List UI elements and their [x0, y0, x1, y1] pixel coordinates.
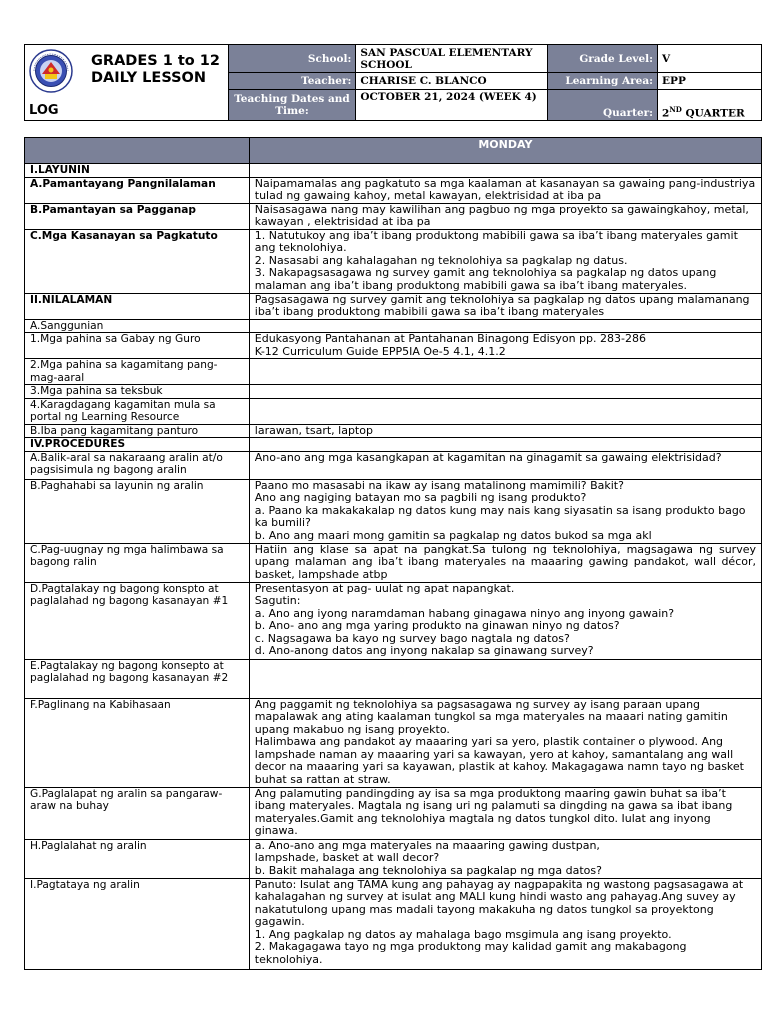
grade-level-value: V: [658, 45, 762, 73]
row-label-sanggunian: A.Sanggunian: [25, 319, 250, 333]
row-label-paglalahat: H.Paglalahat ng aralin: [25, 839, 250, 878]
row-text-paglinang: Ang paggamit ng teknolohiya sa pagsasagawa ng survey ay isang paraan upang mapalawak ang ating kaalaman tungkol sa mga materyales na maaari nating gamitin upang makabuo ng isang proyekto. Halimbawa ang pandakot ay maaaring yari sa yero, plastik container o plywood. Ang lampshade naman ay maaaring yari sa kawayan, yero at kahoy, samantalang ang wall decor na maaaring yari sa kayawan, plastik at kahoy. Makagagawa namn tayo ng basket buhat sa rattan at straw.: [249, 698, 761, 787]
section-layunin: I.LAYUNIN: [25, 164, 250, 178]
row-label-karagdagang-kagamitan: 4.Karagdagang kagamitan mula sa portal ng Learning Resource: [25, 398, 250, 424]
lesson-table: [24, 137, 762, 970]
row-label-pag-uugnay: C.Pag-uugnay ng mga halimbawa sa bagong ralin: [25, 543, 250, 582]
form-title: GRADES 1 to 12 DAILY LESSON: [91, 53, 220, 86]
deped-seal-logo: [29, 49, 73, 93]
grade-level-label: Grade Level:: [548, 45, 658, 73]
teaching-dates-label: Teaching Dates and Time:: [228, 89, 356, 120]
row-text-pamantayang-pangnilalaman: Naipamamalas ang pagkatuto sa mga kaalaman at kasanayan sa gawaing pang-industriya tulad ng gawaing kahoy, metal kawayan, elektrisidad at iba pa: [249, 177, 761, 203]
quarter-value: 2ND QUARTER: [658, 89, 762, 120]
row-label-kasanayan: C.Mga Kasanayan sa Pagkatuto: [25, 229, 250, 293]
row-label-balik-aral: A.Balik-aral sa nakaraang aralin at/o pagsisimula ng bagong aralin: [25, 451, 250, 479]
row-text-pagtataya: Panuto: Isulat ang TAMA kung ang pahayag ay nagpapakita ng wastong pagsasagawa at kahalagahan ng survey at isulat ang MALI kung hindi wasto ang pahayag.Ang suvey ay nakatutulong upang mas madali tayong makakuha ng datos tungkol sa proyektong gagawin. 1. Ang pagkalap ng datos ay mahalaga bago msgimula ang isang proyekto. 2. Makagagawa tayo ng mga produktong may kalidad gamit ang makabagong teknolohiya.: [249, 878, 761, 969]
learning-area-label: Learning Area:: [548, 73, 658, 89]
row-label-paghahabi: B.Paghahabi sa layunin ng aralin: [25, 479, 250, 543]
row-label-pagtataya: I.Pagtataya ng aralin: [25, 878, 250, 969]
row-label-pagtalakay-2: E.Pagtalakay ng bagong konsepto at paglalahad ng bagong kasanayan #2: [25, 659, 250, 698]
title-cell: [25, 45, 229, 121]
row-text-iba-pang-kagamitan: larawan, tsart, laptop: [249, 424, 761, 438]
row-label-teksbuk: 3.Mga pahina sa teksbuk: [25, 385, 250, 399]
list-item: 1. Natutukoy ang iba’t ibang produktong mabibili gawa sa iba’t ibang materyales gamit ang teknolohiya.: [254, 228, 738, 254]
teaching-dates-value: OCTOBER 21, 2024 (WEEK 4): [356, 89, 548, 120]
section-procedures: IV.PROCEDURES: [25, 438, 250, 452]
row-text-paglalahat: a. Ano-ano ang mga materyales na maaaring gawing dustpan, lampshade, basket at wall decor? b. Bakit mahalaga ang teknolohiya sa pagkalap ng mga datos?: [249, 839, 761, 878]
row-text-gabay-ng-guro: Edukasyong Pantahanan at Pantahanan Binagong Edisyon pp. 283-286 K-12 Curriculum Guide EPP5IA Oe-5 4.1, 4.1.2: [249, 333, 761, 359]
row-label-pamantayan-sa-pagganap: B.Pamantayan sa Pagganap: [25, 203, 250, 229]
row-label-pagtalakay-1: D.Pagtalakay ng bagong konspto at paglalahad ng bagong kasanayan #1: [25, 582, 250, 659]
row-label-pamantayang-pangnilalaman: A.Pamantayang Pangnilalaman: [25, 177, 250, 203]
quarter-label: Quarter:: [548, 89, 658, 120]
row-label-paglinang: F.Paglinang na Kabihasaan: [25, 698, 250, 787]
day-header: MONDAY: [249, 138, 761, 164]
list-item: 2. Nasasabi ang kahalagahan ng teknolohiya sa pagkalap ng datus.: [254, 253, 628, 267]
learning-area-value: EPP: [658, 73, 762, 89]
row-text-kasanayan: [249, 229, 761, 293]
row-text-pagtalakay-1: Presentasyon at pag- uulat ng apat napangkat. Sagutin: a. Ano ang iyong naramdaman habang ginagawa ninyo ang inyong gawain? b. Ano- ano ang mga yaring produkto na ginawan ninyo ng datos? c. Nagsagawa ba kayo ng survey bago nagtala ng datos? d. Ano-anong datos ang inyong nakalap sa ginawang survey?: [249, 582, 761, 659]
row-label-gabay-ng-guro: 1.Mga pahina sa Gabay ng Guro: [25, 333, 250, 359]
row-text-pag-uugnay: Hatiin ang klase sa apat na pangkat.Sa tulong ng teknolohiya, magsagawa ng survey upang malaman ang iba’t ibang materyales na maaaring gawing pandakot, wall décor, basket, lampshade atbp: [249, 543, 761, 582]
form-title-log: LOG: [29, 103, 59, 118]
school-value: SAN PASCUAL ELEMENTARY SCHOOL: [356, 45, 548, 73]
row-text-nilalaman: Pagsasagawa ng survey gamit ang teknolohiya sa pagkalap ng datos upang malamanang iba’t ibang produktong mabibili gawa sa iba’t ibang materyales: [249, 293, 761, 319]
header-table: [24, 44, 762, 121]
row-label-iba-pang-kagamitan: B.Iba pang kagamitang panturo: [25, 424, 250, 438]
row-text-pamantayan-sa-pagganap: Naisasagawa nang may kawilihan ang pagbuo ng mga proyekto sa gawaingkahoy, metal, kawayan , elektrisidad at iba pa: [249, 203, 761, 229]
row-label-kagamitang-pang-mag-aaral: 2.Mga pahina sa kagamitang pang-mag-aaral: [25, 359, 250, 385]
row-text-balik-aral: Ano-ano ang mga kasangkapan at kagamitan na ginagamit sa gawaing elektrisidad?: [249, 451, 761, 479]
section-nilalaman: II.NILALAMAN: [25, 293, 250, 319]
teacher-value: CHARISE C. BLANCO: [356, 73, 548, 89]
school-label: School:: [228, 45, 356, 73]
row-label-paglalapat: G.Paglalapat ng aralin sa pangaraw-araw na buhay: [25, 787, 250, 839]
row-text-paglalapat: Ang palamuting pandingding ay isa sa mga produktong maaring gawin buhat sa iba’t ibang materyales. Magtala ng isang uri ng palamuti sa dingding na gawa sa ibat ibang materyales.Gamit ang teknolohiya magtala ng datos tungkol dito. Iulat ang inyong ginawa.: [249, 787, 761, 839]
teacher-label: Teacher:: [228, 73, 356, 89]
list-item: 3. Nakapagsasagawa ng survey gamit ang teknolohiya sa pagkalap ng datos upang malaman ang iba’t ibang produktong mabibili gawa sa iba’t ibang materyales.: [254, 266, 717, 292]
row-text-paghahabi: Paano mo masasabi na ikaw ay isang matalinong mamimili? Bakit? Ano ang nagiging batayan mo sa pagbili ng isang produkto? a. Paano ka makakakalap ng datos kung may nais kang siyasatin sa isang produkto bago ka bumili? b. Ano ang maari mong gamitin sa pagkalap ng datos bukod sa mga akl: [249, 479, 761, 543]
corner-cell: [25, 138, 250, 164]
